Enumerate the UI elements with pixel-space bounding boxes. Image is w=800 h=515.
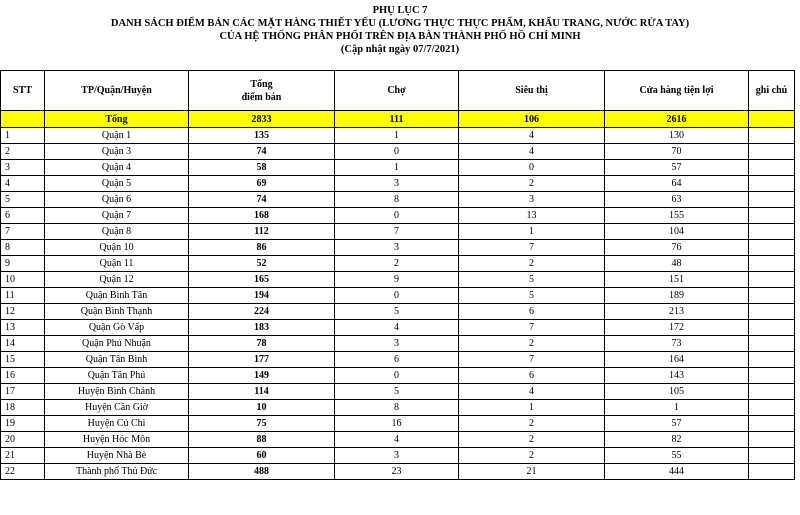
row-market: 3 xyxy=(335,336,459,352)
row-convenience: 189 xyxy=(605,288,749,304)
row-note xyxy=(749,384,795,400)
row-supermarket: 2 xyxy=(459,432,605,448)
row-supermarket: 2 xyxy=(459,176,605,192)
row-note xyxy=(749,128,795,144)
row-supermarket: 0 xyxy=(459,160,605,176)
row-stt: 3 xyxy=(1,160,45,176)
row-total: 58 xyxy=(189,160,335,176)
row-market: 8 xyxy=(335,192,459,208)
row-stt: 19 xyxy=(1,416,45,432)
total-stt-cell xyxy=(1,111,45,128)
row-total: 149 xyxy=(189,368,335,384)
row-convenience: 63 xyxy=(605,192,749,208)
row-convenience: 57 xyxy=(605,160,749,176)
row-convenience: 1 xyxy=(605,400,749,416)
row-market: 1 xyxy=(335,128,459,144)
row-total: 86 xyxy=(189,240,335,256)
row-note xyxy=(749,176,795,192)
row-total: 112 xyxy=(189,224,335,240)
document-header xyxy=(0,0,800,56)
table-row xyxy=(1,464,795,480)
list-subtitle: CỦA HỆ THỐNG PHÂN PHỐI TRÊN ĐỊA BÀN THÀNH PHỐ HỒ CHÍ MINH xyxy=(219,31,581,42)
row-supermarket: 7 xyxy=(459,352,605,368)
row-convenience: 57 xyxy=(605,416,749,432)
row-convenience: 73 xyxy=(605,336,749,352)
row-supermarket: 7 xyxy=(459,320,605,336)
row-note xyxy=(749,192,795,208)
row-supermarket: 21 xyxy=(459,464,605,480)
row-district: Quận 11 xyxy=(45,256,189,272)
total-row xyxy=(1,111,795,128)
row-note xyxy=(749,464,795,480)
row-note xyxy=(749,224,795,240)
row-total: 88 xyxy=(189,432,335,448)
row-market: 6 xyxy=(335,352,459,368)
row-market: 0 xyxy=(335,368,459,384)
row-supermarket: 6 xyxy=(459,304,605,320)
row-supermarket: 6 xyxy=(459,368,605,384)
table-row xyxy=(1,304,795,320)
row-convenience: 151 xyxy=(605,272,749,288)
row-district: Huyện Cần Giờ xyxy=(45,400,189,416)
row-market: 0 xyxy=(335,144,459,160)
row-district: Huyện Củ Chi xyxy=(45,416,189,432)
col-header-total-line2: điểm bán xyxy=(241,91,282,103)
row-supermarket: 7 xyxy=(459,240,605,256)
row-convenience: 444 xyxy=(605,464,749,480)
table-row xyxy=(1,288,795,304)
row-stt: 8 xyxy=(1,240,45,256)
row-supermarket: 4 xyxy=(459,128,605,144)
row-note xyxy=(749,272,795,288)
row-stt: 10 xyxy=(1,272,45,288)
row-stt: 15 xyxy=(1,352,45,368)
row-stt: 1 xyxy=(1,128,45,144)
table-row xyxy=(1,176,795,192)
row-convenience: 105 xyxy=(605,384,749,400)
row-market: 3 xyxy=(335,240,459,256)
row-convenience: 70 xyxy=(605,144,749,160)
row-total: 78 xyxy=(189,336,335,352)
row-district: Quận 10 xyxy=(45,240,189,256)
col-header-total xyxy=(189,71,335,111)
table-row xyxy=(1,384,795,400)
row-supermarket: 4 xyxy=(459,384,605,400)
row-convenience: 48 xyxy=(605,256,749,272)
row-market: 5 xyxy=(335,304,459,320)
row-total: 10 xyxy=(189,400,335,416)
row-supermarket: 2 xyxy=(459,416,605,432)
row-note xyxy=(749,336,795,352)
row-district: Quận 12 xyxy=(45,272,189,288)
table-header-row xyxy=(1,71,795,111)
total-note xyxy=(749,111,795,128)
row-stt: 12 xyxy=(1,304,45,320)
row-stt: 14 xyxy=(1,336,45,352)
row-stt: 11 xyxy=(1,288,45,304)
table-row xyxy=(1,128,795,144)
row-district: Quận 8 xyxy=(45,224,189,240)
row-district: Quận 5 xyxy=(45,176,189,192)
table-row xyxy=(1,320,795,336)
row-market: 4 xyxy=(335,320,459,336)
table-row xyxy=(1,144,795,160)
row-total: 183 xyxy=(189,320,335,336)
row-convenience: 104 xyxy=(605,224,749,240)
row-market: 2 xyxy=(335,256,459,272)
table-row xyxy=(1,256,795,272)
row-district: Quận Gò Vấp xyxy=(45,320,189,336)
row-total: 52 xyxy=(189,256,335,272)
row-market: 7 xyxy=(335,224,459,240)
col-header-note: ghi chú xyxy=(749,71,795,111)
row-district: Quận Bình Tân xyxy=(45,288,189,304)
row-market: 8 xyxy=(335,400,459,416)
row-district: Huyện Hóc Môn xyxy=(45,432,189,448)
row-note xyxy=(749,320,795,336)
row-total: 224 xyxy=(189,304,335,320)
row-note xyxy=(749,256,795,272)
total-supermarket: 106 xyxy=(459,111,605,128)
row-note xyxy=(749,288,795,304)
col-header-market: Chợ xyxy=(335,71,459,111)
row-district: Thành phố Thủ Đức xyxy=(45,464,189,480)
row-stt: 13 xyxy=(1,320,45,336)
update-date: (Cập nhật ngày 07/7/2021) xyxy=(340,44,460,55)
row-supermarket: 3 xyxy=(459,192,605,208)
row-total: 75 xyxy=(189,416,335,432)
total-market: 111 xyxy=(335,111,459,128)
row-supermarket: 1 xyxy=(459,400,605,416)
row-market: 0 xyxy=(335,208,459,224)
table-row xyxy=(1,272,795,288)
col-header-stt: STT xyxy=(1,71,45,111)
row-total: 74 xyxy=(189,144,335,160)
total-convenience: 2616 xyxy=(605,111,749,128)
row-market: 9 xyxy=(335,272,459,288)
row-convenience: 130 xyxy=(605,128,749,144)
list-title: DANH SÁCH ĐIỂM BÁN CÁC MẶT HÀNG THIẾT YẾU (LƯƠNG THỰC THỰC PHẨM, KHẨU TRANG, NƯỚC RỬA TAY) xyxy=(110,18,690,29)
row-stt: 4 xyxy=(1,176,45,192)
row-stt: 6 xyxy=(1,208,45,224)
row-supermarket: 2 xyxy=(459,256,605,272)
row-supermarket: 1 xyxy=(459,224,605,240)
row-total: 135 xyxy=(189,128,335,144)
table-row xyxy=(1,336,795,352)
table-row xyxy=(1,240,795,256)
table-row xyxy=(1,448,795,464)
row-convenience: 76 xyxy=(605,240,749,256)
row-district: Quận 1 xyxy=(45,128,189,144)
row-total: 74 xyxy=(189,192,335,208)
row-stt: 21 xyxy=(1,448,45,464)
row-total: 177 xyxy=(189,352,335,368)
row-supermarket: 5 xyxy=(459,272,605,288)
table-row xyxy=(1,192,795,208)
row-total: 60 xyxy=(189,448,335,464)
row-district: Quận Bình Thạnh xyxy=(45,304,189,320)
row-supermarket: 4 xyxy=(459,144,605,160)
row-total: 69 xyxy=(189,176,335,192)
row-market: 23 xyxy=(335,464,459,480)
row-total: 488 xyxy=(189,464,335,480)
row-market: 4 xyxy=(335,432,459,448)
row-district: Quận 7 xyxy=(45,208,189,224)
row-note xyxy=(749,208,795,224)
row-total: 165 xyxy=(189,272,335,288)
row-stt: 22 xyxy=(1,464,45,480)
row-note xyxy=(749,448,795,464)
table-row xyxy=(1,368,795,384)
sales-points-table xyxy=(0,70,795,480)
row-convenience: 55 xyxy=(605,448,749,464)
col-header-district: TP/Quận/Huyện xyxy=(45,71,189,111)
row-note xyxy=(749,240,795,256)
col-header-convenience: Cửa hàng tiện lợi xyxy=(605,71,749,111)
row-stt: 20 xyxy=(1,432,45,448)
appendix-title: PHỤ LỤC 7 xyxy=(372,5,428,16)
row-supermarket: 5 xyxy=(459,288,605,304)
row-stt: 5 xyxy=(1,192,45,208)
row-district: Quận 6 xyxy=(45,192,189,208)
row-convenience: 164 xyxy=(605,352,749,368)
row-market: 0 xyxy=(335,288,459,304)
col-header-total-line1: Tổng xyxy=(250,78,273,90)
table-row xyxy=(1,224,795,240)
row-district: Quận Tân Phú xyxy=(45,368,189,384)
row-district: Huyện Bình Chánh xyxy=(45,384,189,400)
row-stt: 17 xyxy=(1,384,45,400)
row-market: 3 xyxy=(335,176,459,192)
row-stt: 16 xyxy=(1,368,45,384)
table-row xyxy=(1,208,795,224)
row-district: Huyện Nhà Bè xyxy=(45,448,189,464)
row-total: 194 xyxy=(189,288,335,304)
table-row xyxy=(1,400,795,416)
row-note xyxy=(749,368,795,384)
row-supermarket: 13 xyxy=(459,208,605,224)
table-row xyxy=(1,432,795,448)
row-market: 5 xyxy=(335,384,459,400)
row-market: 1 xyxy=(335,160,459,176)
row-convenience: 143 xyxy=(605,368,749,384)
row-note xyxy=(749,352,795,368)
row-convenience: 82 xyxy=(605,432,749,448)
total-label: Tổng xyxy=(45,111,189,128)
col-header-supermarket: Siêu thị xyxy=(459,71,605,111)
row-market: 3 xyxy=(335,448,459,464)
table-row xyxy=(1,416,795,432)
row-note xyxy=(749,432,795,448)
row-note xyxy=(749,416,795,432)
row-note xyxy=(749,144,795,160)
row-stt: 2 xyxy=(1,144,45,160)
row-note xyxy=(749,400,795,416)
row-supermarket: 2 xyxy=(459,336,605,352)
row-district: Quận 3 xyxy=(45,144,189,160)
row-stt: 9 xyxy=(1,256,45,272)
row-total: 114 xyxy=(189,384,335,400)
row-stt: 7 xyxy=(1,224,45,240)
row-district: Quận 4 xyxy=(45,160,189,176)
table-row xyxy=(1,160,795,176)
row-supermarket: 2 xyxy=(459,448,605,464)
row-stt: 18 xyxy=(1,400,45,416)
row-market: 16 xyxy=(335,416,459,432)
row-total: 168 xyxy=(189,208,335,224)
row-district: Quận Phú Nhuận xyxy=(45,336,189,352)
row-convenience: 155 xyxy=(605,208,749,224)
row-note xyxy=(749,160,795,176)
row-district: Quận Tân Bình xyxy=(45,352,189,368)
total-total: 2833 xyxy=(189,111,335,128)
row-convenience: 172 xyxy=(605,320,749,336)
row-note xyxy=(749,304,795,320)
row-convenience: 64 xyxy=(605,176,749,192)
row-convenience: 213 xyxy=(605,304,749,320)
table-row xyxy=(1,352,795,368)
